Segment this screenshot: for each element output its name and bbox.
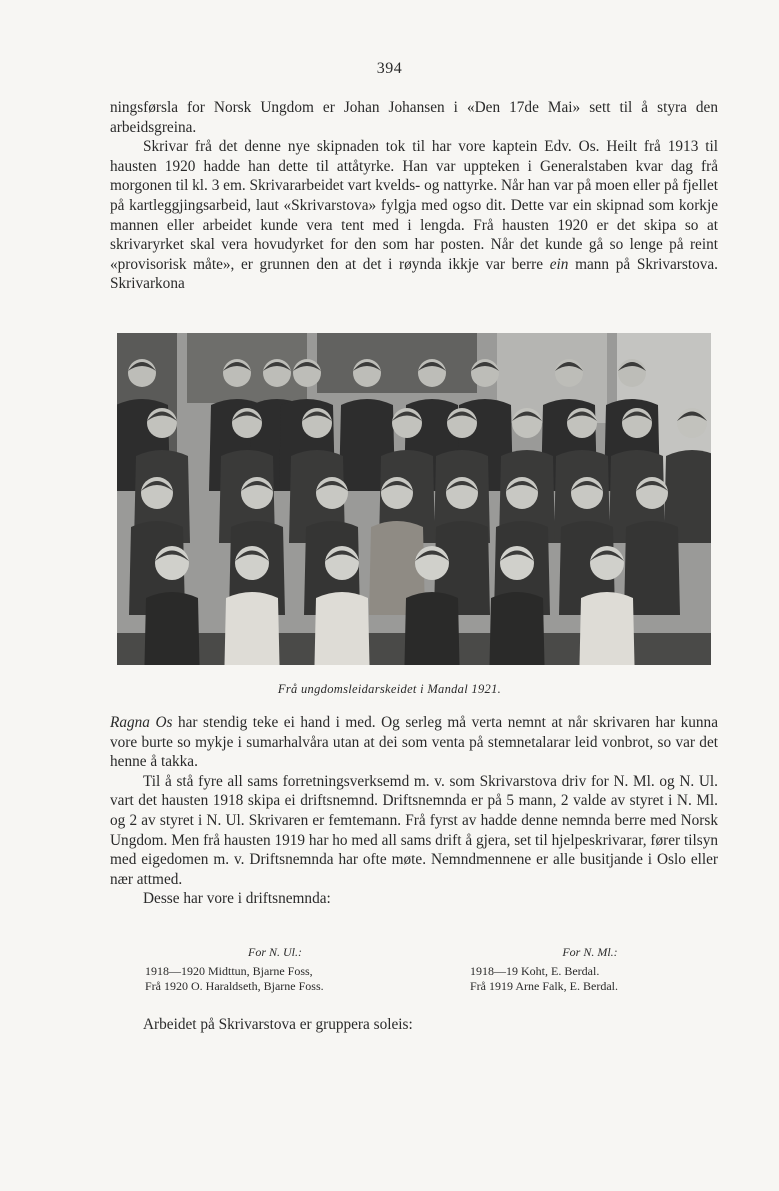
paragraph-text: Skrivar frå det denne nye skipnaden tok til har vore kaptein Edv. Os. Heilt frå 1913 til hausten 1920 hadde han dette til attåtyrke. Han var uppteken i Generalstaben kvar dag frå morgonen til kl. 3 em. Skrivararbeidet vart kvelds- og nattyrke. Når han var på moen eller på fjellet på kartleggjingsarbeid, laut «Skrivarstova» fylgja med ogso dit. Dette var ein skipnad som korkje mannen eller arbeidet kunde vera tent med i lengda. Frå hausten 1920 er det skipa so at skrivaryrket skal vera hovudyrket for den som har posten. Når det kunde gå so lenge på reint «provisorisk måte», er grunnen den at det i røynda ikkje var berre bbox=[110, 138, 718, 273]
person-body bbox=[579, 592, 635, 665]
paragraph-text: ningsførsla for Norsk Ungdom er Johan Johansen i «Den 17de Mai» sett til å styra den arbeidsgreina. bbox=[110, 99, 718, 136]
person-body bbox=[404, 592, 460, 665]
photo-caption: Frå ungdomsleidarskeidet i Mandal 1921. bbox=[277, 682, 502, 696]
committee-line: 1918—1920 Midttun, Bjarne Foss, bbox=[145, 963, 313, 978]
committee-heading-nul: For N. Ul.: bbox=[248, 945, 302, 959]
committee-line: Frå 1919 Arne Falk, E. Berdal. bbox=[470, 979, 618, 993]
paragraph-text: Desse har vore i driftsnemnda: bbox=[143, 890, 331, 908]
paragraph-text: Til å stå fyre all sams forretningsverksemd m. v. som Skrivarstova driv for N. Ml. og N. Ul. vart det hausten 1918 skipa ei driftsnemnd. Driftsnemnda er på 5 mann, 2 valde av styret i N. Ml. og 2 av styret i N. Ul. Skrivaren er femtemann. Frå fyrst av hadde denne nemnda berre med Norsk Ungdom. Men frå hausten 1919 har ho med all sams drift å gjera, set til hjelpeskrivarar, fører tilsyn med eigedomen m. v. Driftsnemnda har ofte møte. Nemndmennene er alle busitjande i Oslo eller nær attmed. bbox=[110, 772, 718, 888]
italic-text: Ragna Os bbox=[110, 714, 173, 731]
person-body bbox=[314, 592, 370, 665]
person-body bbox=[489, 592, 545, 665]
committee-column-nml bbox=[470, 945, 710, 995]
group-photo bbox=[117, 333, 711, 665]
person-body bbox=[224, 592, 280, 665]
committee-line: 1918—19 Koht, E. Berdal. bbox=[470, 963, 600, 978]
paragraph-text: har stendig teke ei hand i med. Og serleg må verta nemnt at når skrivaren har kunna vore burte so mykje i sumarhalvåra utan at dei som venta på stemnetalarar leid vonbrot, so var det henne å takka. bbox=[110, 714, 718, 771]
paragraph bbox=[110, 772, 718, 890]
paragraph bbox=[110, 713, 718, 772]
photo-window bbox=[317, 333, 477, 393]
person-body bbox=[144, 592, 200, 665]
italic-text: ein bbox=[549, 255, 569, 273]
page-number: 394 bbox=[376, 60, 403, 77]
closing-line: Arbeidet på Skrivarstova er gruppera soleis: bbox=[143, 1016, 413, 1033]
committee-column-nul bbox=[145, 945, 405, 995]
paragraph bbox=[110, 98, 718, 137]
paragraph-text: mann på Skrivarstova. Skrivarkona bbox=[110, 255, 718, 293]
lower-text-block bbox=[110, 713, 718, 909]
paragraph bbox=[110, 889, 718, 909]
group-photo-image bbox=[117, 333, 711, 665]
top-text-block bbox=[110, 98, 718, 294]
committee-line: Frå 1920 O. Haraldseth, Bjarne Foss. bbox=[145, 979, 324, 993]
committee-heading-nml: For N. Ml.: bbox=[562, 945, 618, 959]
paragraph bbox=[110, 137, 718, 294]
